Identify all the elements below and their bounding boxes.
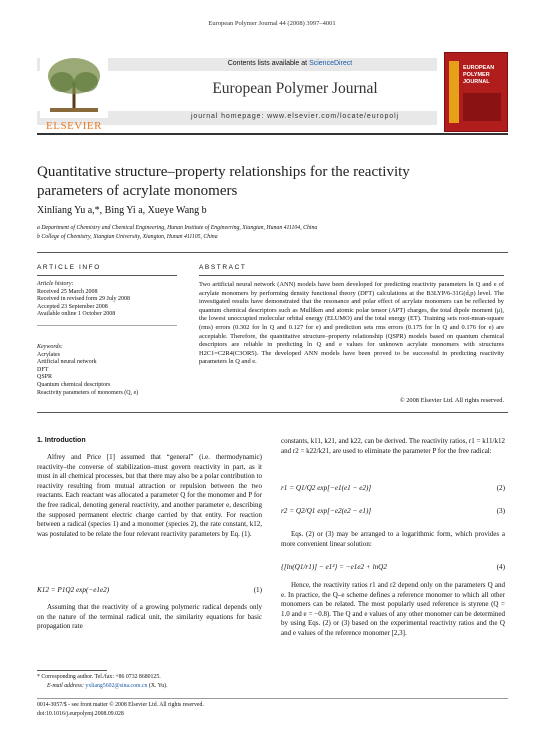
keyword-item: Acrylates [37,351,60,358]
contents-line [140,60,440,67]
journal-homepage[interactable]: journal homepage: www.elsevier.com/locate/europolj [190,113,400,120]
footnote-email [37,683,168,691]
intro-paragraph-1: Alfrey and Price [1] assumed that “general” (i.e. thermodynamic) reactivity–the converse of stabilization–must govern reactivity in part, as it must in all chemical processes, but that there may also be a polar contribution to reactivity resulting from mutual attraction or repulsion between the two reactants. Each reactant was allocated a parameter Q for the monomer and P for the free radical, denoting general reactivity, and another parameter e, describing the supposed permanent electric charge carried by that entity. For reaction between a radical (species 1) and a monomer (species 2), the rate constant, k12, was postulated to be relate the four relevant reactivity parameters by Eq. (1). [37,453,262,538]
keywords-label: Keywords: [37,344,63,350]
equation-3-number: (3) [496,507,505,515]
issn-line: 0014-3057/$ - see front matter © 2008 Elsevier Ltd. All rights reserved. [37,702,204,708]
journal-title[interactable]: European Polymer Journal [212,80,378,97]
article-title-line2: parameters of acrylate monomers [37,183,238,199]
section-heading-introduction: 1. Introduction [37,437,86,444]
article-info-heading: ARTICLE INFO [37,264,101,271]
cover-strip [449,61,459,123]
intro-right-paragraph-3: Hence, the reactivity ratios r1 and r2 depend only on the parameters Q and e. In practice, the Q–e scheme defines a reference monomer to which all other monomers can be related. The most popularly used reference is styrene (Q = 1.0 and e = −0.8). The Q and e values of any other monomer can be determined by using Eqs. (2) or (3) based on the experimental reactivity ratios and the Q and e values of the reference monomer [2,3]. [281,581,505,637]
intro-right-paragraph-1: constants, k11, k21, and k22, can be derived. The reactivity ratios, r1 = k11/k12 and r2 = k22/k21, are used to eliminate the parameter P for the free radical: [281,437,505,455]
sciencedirect-link[interactable]: ScienceDirect [309,60,353,67]
cover-title: EUROPEAN POLYMER JOURNAL [463,65,495,85]
abstract-text: Two artificial neural network (ANN) models have been developed for predicting reactivity parameters ln Q and e of acrylate monomers by performing density functional theory (DFT) calculations at the B3LYP/6-31G(d,p) level. The investigated results have demonstrated that the resonance and polar effect of acrylate monomers can be reflected by quantum chemical descriptors such as Mulliken and atomic polar tensor (APT) charges, the total dipole moment (μ), the lowest unoccupied molecular orbital energy (ELUMO) and the total energy (ET). Training sets root-mean-square (rms) errors (0.302 for ln Q and 0.127 for e) and prediction sets rms errors (0.175 for ln Q and 0.176 for e) are acceptable. Therefore, the quantitative structure–property relationship (QSPR) models based on quantum chemical descriptors are reliable in predicting ln Q and e values for unknown acrylate monomers with structures H2C1=C2R4(C3OR5). The developed ANN models have been proved to be successful in predicting reactivity parameters ln Q and e. [199,281,504,366]
keywords [37,344,177,397]
affiliation-a: a Department of Chemistry and Chemical Engineering, Hunan Institute of Engineering, Xiangtan, Hunan 411104, China [37,225,318,231]
accepted-date: Accepted 23 September 2008 [37,303,108,310]
abstract-bottom-rule [37,412,508,413]
article-info-rule [37,275,177,276]
journal-cover-image [444,52,508,132]
keyword-item: Quantum chemical descriptors [37,381,111,388]
article-title-line1: Quantitative structure–property relationships for the reactivity [37,164,410,180]
keyword-item: DFT [37,366,49,373]
affiliation-b: b College of Chemistry, Xiangtan University, Xiangtan, Hunan 411105, China [37,234,218,240]
equation-4: {[ln(Q1/r1)] − e1²} = −e1e2 + lnQ2 [281,563,387,571]
equation-2: r1 = Q1/Q2 exp[−e1(e1 − e2)] [281,484,372,492]
history-rule [37,325,177,326]
authors: Xinliang Yu a,*, Bing Yi a, Xueye Wang b [37,205,207,216]
keyword-item: Reactivity parameters of monomers (Q, e) [37,389,139,396]
equation-3: r2 = Q2/Q1 exp[−e2(e2 − e1)] [281,507,372,515]
footnote-rule [37,670,107,671]
intro-right-paragraph-2: Eqs. (2) or (3) may be arranged to a logarithmic form, which provides a more convenient linear solution: [281,530,505,548]
elsevier-tree-logo [40,52,108,124]
abstract-rule [199,275,504,276]
contents-prefix: Contents lists available at [227,60,310,67]
equation-4-number: (4) [496,563,505,571]
history-label: Article history: [37,281,74,287]
abstract-copyright: © 2008 Elsevier Ltd. All rights reserved. [399,397,504,404]
abstract-heading: ABSTRACT [199,264,247,271]
revised-date: Received in revised form 29 July 2008 [37,296,130,303]
keyword-item: QSPR [37,374,53,381]
online-date: Available online 1 October 2008 [37,311,116,318]
email-suffix: (X. Yu). [147,683,168,689]
email-link[interactable]: yxliang5602@sina.com.cn [85,683,148,689]
doi-line[interactable]: doi:10.1016/j.eurpolymj.2008.09.028 [37,711,124,717]
equation-1-number: (1) [253,586,262,594]
article-title [37,163,507,201]
article-history [37,281,177,319]
masthead-rule [37,133,508,135]
affiliation-rule [37,252,508,253]
footnote-corresponding: * Corresponding author. Tel./fax: +86 0732 8680125. [37,674,161,680]
equation-1: K12 = P1Q2 exp(−e1e2) [37,586,110,594]
keyword-item: Artificial neural network [37,359,97,366]
equation-2-number: (2) [496,484,505,492]
intro-paragraph-2: Assuming that the reactivity of a growing polymeric radical depends only on the nature of the terminal radical unit, the similarity equations for basic propagation rate [37,603,262,631]
cover-panel [463,93,501,121]
received-date: Received 25 March 2008 [37,288,98,295]
elsevier-wordmark: ELSEVIER [46,120,102,132]
email-label: E-mail address: [47,683,86,689]
running-header: European Polymer Journal 44 (2008) 3997–4001 [208,20,336,27]
bottom-rule [37,698,508,699]
